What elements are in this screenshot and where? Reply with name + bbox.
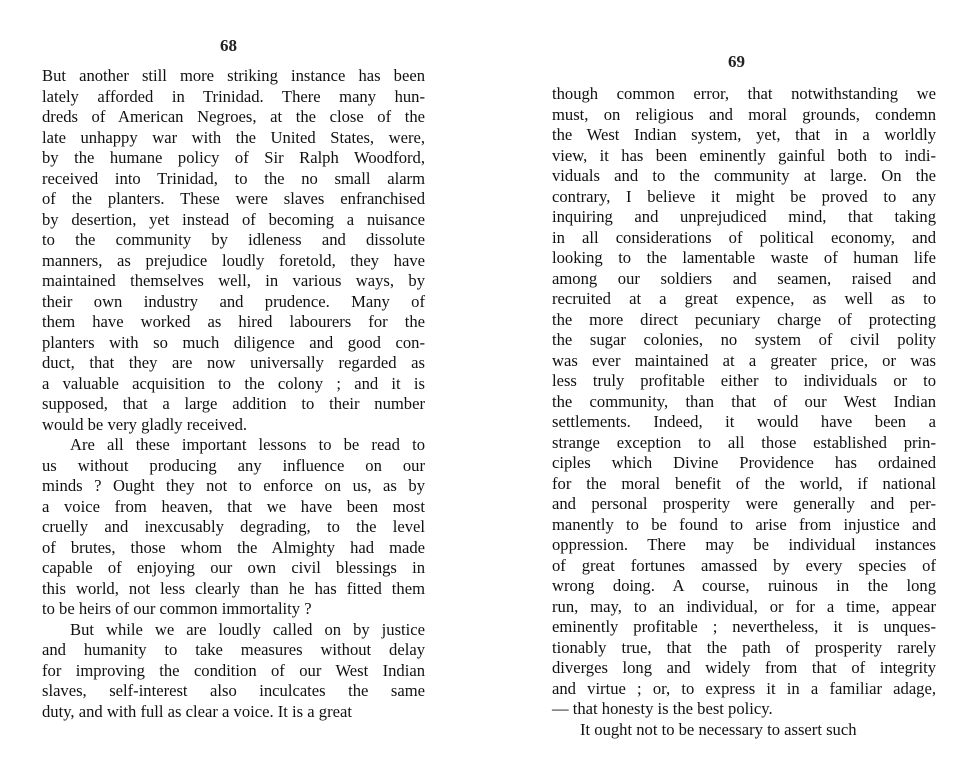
text-line: duct, that they are now universally regarded as <box>42 353 425 372</box>
text-line: the community, than that of our West Indian <box>552 391 936 411</box>
text-line: wrong doing. A course, ruinous in the long <box>552 576 936 595</box>
text-line: manently to be found to arise from injustice and <box>552 514 936 534</box>
text-line: their own industry and prudence. Many of <box>42 291 425 311</box>
text-line: But while we are loudly called on by justice <box>70 619 425 639</box>
text-line: maintained themselves well, in various ways, by <box>42 271 425 290</box>
text-line: strange exception to all those established prin- <box>552 432 936 452</box>
text-line: planters with so much diligence and good con- <box>42 332 425 352</box>
right-page-text <box>552 84 936 740</box>
text-line: of great fortunes amassed by every species of <box>552 555 936 575</box>
text-line: for the moral benefit of the world, if national <box>552 473 936 493</box>
text-line: them have worked as hired labourers for the <box>42 312 425 331</box>
text-line: recruited at a great expence, as well as to <box>552 289 936 308</box>
text-line: run, may, to an individual, or for a time, appear <box>552 596 936 616</box>
text-line: must, on religious and moral grounds, condemn <box>552 104 936 124</box>
text-line: and humanity to take measures without delay <box>42 640 425 659</box>
text-line: by desertion, yet instead of becoming a nuisance <box>42 209 425 229</box>
text-line: though common error, that notwithstanding we <box>552 84 936 103</box>
text-line: — that honesty is the best policy. <box>552 699 773 718</box>
text-line: the sugar colonies, no system of civil polity <box>552 330 936 349</box>
text-line: slaves, self-interest also inculcates the same <box>42 681 425 700</box>
text-line: settlements. Indeed, it would have been a <box>552 412 936 431</box>
text-line: to the community by idleness and dissolute <box>42 230 425 249</box>
text-line: late unhappy war with the United States, were, <box>42 127 425 147</box>
left-page <box>0 0 480 766</box>
text-line: of the planters. These were slaves enfranchised <box>42 189 425 208</box>
text-line: the West Indian system, yet, that in a worldly <box>552 125 936 144</box>
text-line: manners, as prejudice loudly foretold, they have <box>42 250 425 270</box>
text-line: to be heirs of our common immortality ? <box>42 599 312 618</box>
text-line: a valuable acquisition to the colony ; and it is <box>42 373 425 393</box>
text-line: cruelly and inexcusably degrading, to the level <box>42 517 425 536</box>
text-line: would be very gladly received. <box>42 414 248 434</box>
text-line: oppression. There may be individual instances <box>552 535 936 554</box>
right-page <box>500 0 980 766</box>
text-line: tionably true, that the path of prosperity rarely <box>552 637 936 657</box>
text-line: It ought not to be necessary to assert such <box>580 719 857 739</box>
text-line: view, it has been eminently gainful both to indi- <box>552 145 936 165</box>
text-line: received into Trinidad, to the no small alarm <box>42 168 425 188</box>
page-number-left: 68 <box>220 36 237 55</box>
text-line: and personal prosperity were generally and per- <box>552 494 936 513</box>
text-line: looking to the lamentable waste of human life <box>552 248 936 267</box>
text-line: a voice from heaven, that we have been most <box>42 496 425 516</box>
text-line: But another still more striking instance has been <box>42 66 425 85</box>
text-line: supposed, that a large addition to their number <box>42 394 425 413</box>
text-line: Are all these important lessons to be read to <box>70 435 425 454</box>
text-line: and virtue ; or, to express it in a familiar adage, <box>552 678 936 698</box>
text-line: lately afforded in Trinidad. There many hun- <box>42 86 425 106</box>
text-line: among our soldiers and seamen, raised and <box>552 268 936 288</box>
text-line: less truly profitable either to individuals or to <box>552 371 936 390</box>
text-line: contrary, I believe it might be proved to any <box>552 186 936 206</box>
text-line: in all considerations of political economy, and <box>552 227 936 247</box>
text-line: minds ? Ought they not to enforce on us, as by <box>42 476 425 495</box>
text-line: this world, not less clearly than he has fitted them <box>42 578 425 598</box>
page-number-right: 69 <box>728 52 745 71</box>
text-line: eminently profitable ; nevertheless, it is unques- <box>552 617 936 636</box>
text-line: viduals and to the community at large. On the <box>552 166 936 185</box>
text-line: was ever maintained at a greater price, or was <box>552 350 936 370</box>
text-line: capable of enjoying our own civil blessings in <box>42 558 425 577</box>
text-line: dreds of American Negroes, at the close of the <box>42 107 425 126</box>
text-line: by the humane policy of Sir Ralph Woodford, <box>42 148 425 167</box>
text-line: inquiring and unprejudiced mind, that taking <box>552 207 936 226</box>
text-line: ciples which Divine Providence has ordained <box>552 453 936 472</box>
text-line: the more direct pecuniary charge of protecting <box>552 309 936 329</box>
text-line: diverges long and widely from that of integrity <box>552 658 936 677</box>
text-line: duty, and with full as clear a voice. It is a great <box>42 701 352 721</box>
text-line: us without producing any influence on our <box>42 455 425 475</box>
text-line: of brutes, those whom the Almighty had made <box>42 537 425 557</box>
left-page-text <box>42 66 425 722</box>
text-line: for improving the condition of our West Indian <box>42 660 425 680</box>
